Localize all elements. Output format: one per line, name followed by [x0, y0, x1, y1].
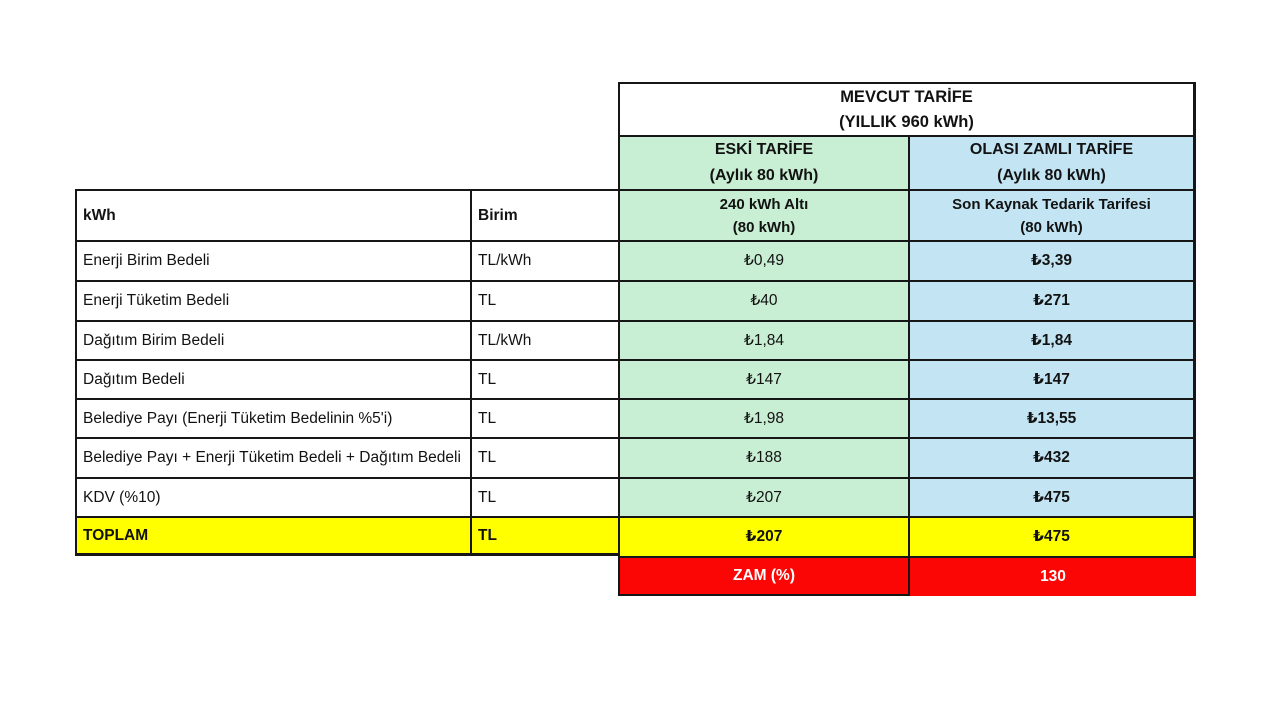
- row-unit-cell: TL: [470, 437, 618, 477]
- row-unit-cell: TL/kWh: [470, 240, 618, 280]
- new-value-cell: ₺13,55: [908, 398, 1196, 437]
- old-tariff-header: [618, 135, 908, 189]
- new-value-cell: ₺271: [908, 280, 1196, 320]
- row-label-cell: Enerji Birim Bedeli: [75, 240, 470, 280]
- new-tariff-header: [908, 135, 1196, 189]
- increase-value-cell: 130: [908, 556, 1196, 596]
- new-value-cell: ₺3,39: [908, 240, 1196, 280]
- total-unit-cell: TL: [470, 516, 618, 556]
- row-label-cell: KDV (%10): [75, 477, 470, 516]
- old-tariff-subtitle: (Aylık 80 kWh): [709, 167, 819, 184]
- item-unit-table: [75, 189, 618, 556]
- old-value-cell: ₺147: [618, 359, 908, 398]
- tariff-values-table: [618, 82, 1196, 596]
- old-value-cell: ₺207: [618, 477, 908, 516]
- new-value-cell: ₺475: [908, 477, 1196, 516]
- row-unit-cell: TL: [470, 398, 618, 437]
- total-old-value-cell: ₺207: [618, 516, 908, 556]
- row-label-cell: Belediye Payı (Enerji Tüketim Bedelinin %5'i): [75, 398, 470, 437]
- current-tariff-header: [618, 82, 1196, 135]
- old-subheader-title: 240 kWh Altı: [719, 195, 809, 213]
- old-tariff-title: ESKİ TARİFE: [714, 141, 814, 158]
- new-tariff-title: OLASI ZAMLI TARİFE: [969, 141, 1134, 158]
- old-value-cell: ₺1,98: [618, 398, 908, 437]
- old-value-cell: ₺40: [618, 280, 908, 320]
- old-value-cell: ₺1,84: [618, 320, 908, 359]
- new-subheader-title: Son Kaynak Tedarik Tarifesi: [952, 195, 1151, 213]
- row-label-cell: Belediye Payı + Enerji Tüketim Bedeli + Dağıtım Bedeli: [75, 437, 470, 477]
- new-value-cell: ₺432: [908, 437, 1196, 477]
- row-label-cell: Dağıtım Birim Bedeli: [75, 320, 470, 359]
- birim-header-cell: Birim: [470, 189, 618, 240]
- row-unit-cell: TL: [470, 280, 618, 320]
- increase-label-cell: ZAM (%): [618, 556, 908, 596]
- row-unit-cell: TL: [470, 359, 618, 398]
- row-label-cell: Enerji Tüketim Bedeli: [75, 280, 470, 320]
- new-value-cell: ₺1,84: [908, 320, 1196, 359]
- total-new-value-cell: ₺475: [908, 516, 1196, 556]
- new-tariff-subtitle: (Aylık 80 kWh): [997, 167, 1106, 184]
- row-label-cell: Dağıtım Bedeli: [75, 359, 470, 398]
- old-value-cell: ₺0,49: [618, 240, 908, 280]
- new-subheader-subtitle: (80 kWh): [1020, 218, 1083, 236]
- row-unit-cell: TL/kWh: [470, 320, 618, 359]
- kwh-header-cell: kWh: [75, 189, 470, 240]
- old-subheader-subtitle: (80 kWh): [732, 218, 796, 236]
- old-value-cell: ₺188: [618, 437, 908, 477]
- row-unit-cell: TL: [470, 477, 618, 516]
- new-tariff-subheader: [908, 189, 1196, 240]
- total-label-cell: TOPLAM: [75, 516, 470, 556]
- current-tariff-subtitle: (YILLIK 960 kWh): [839, 112, 974, 131]
- new-value-cell: ₺147: [908, 359, 1196, 398]
- current-tariff-title: MEVCUT TARİFE: [840, 87, 973, 106]
- old-tariff-subheader: [618, 189, 908, 240]
